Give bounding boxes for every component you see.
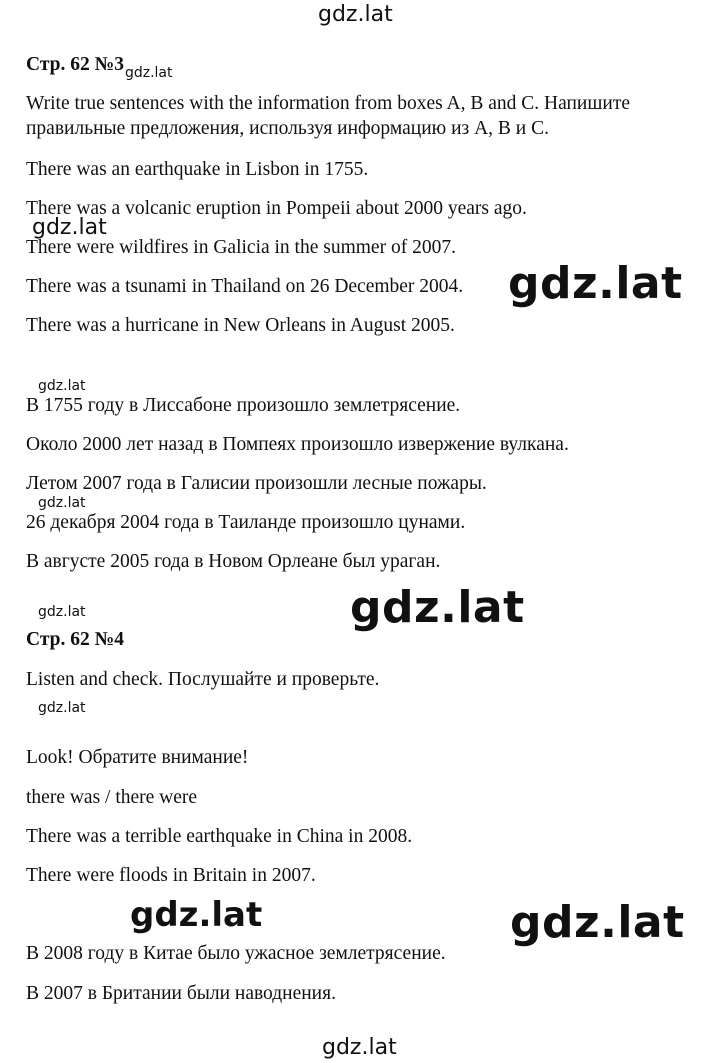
section-heading-2: Стр. 62 №4 (26, 629, 124, 650)
watermark-small-1: gdz.lat (32, 215, 107, 240)
sentence-ru-2: Около 2000 лет назад в Помпеях произошло извержение вулкана. (26, 434, 569, 455)
example-en-1: There was a terrible earthquake in China in 2008. (26, 826, 413, 847)
example-ru-2: В 2007 в Британии были наводнения. (26, 983, 336, 1004)
sentence-ru-3: Летом 2007 года в Галисии произошли лесные пожары. (26, 473, 487, 494)
sentence-en-5: There was a hurricane in New Orleans in August 2005. (26, 315, 455, 336)
sentence-ru-5: В августе 2005 года в Новом Орлеане был ураган. (26, 551, 441, 572)
watermark-top: gdz.lat (318, 2, 393, 27)
instruction-ru: правильные предложения, используя информацию из А, В и С. (26, 118, 549, 139)
watermark-heading-sub: gdz.lat (124, 65, 173, 81)
sentence-ru-1: В 1755 году в Лиссабоне произошло землетрясение. (26, 395, 461, 416)
sentence-ru-4: 26 декабря 2004 года в Таиланде произошло цунами. (26, 512, 466, 533)
look-note: Look! Обратите внимание! (26, 747, 249, 768)
sentence-en-1: There was an earthquake in Lisbon in 1755. (26, 159, 369, 180)
instruction-2: Listen and check. Послушайте и проверьте. (26, 669, 380, 690)
section-heading (26, 52, 173, 79)
watermark-bottom: gdz.lat (322, 1035, 397, 1060)
sentence-en-4: There was a tsunami in Thailand on 26 December 2004. (26, 276, 464, 297)
rule-text: there was / there were (26, 787, 198, 808)
watermark-small-3: gdz.lat (38, 495, 86, 511)
watermark-big-1: gdz.lat (508, 258, 683, 309)
heading-text: Стр. 62 №3 (26, 54, 124, 75)
watermark-small-5: gdz.lat (38, 700, 86, 716)
example-en-2: There were floods in Britain in 2007. (26, 865, 316, 886)
watermark-mid-1: gdz.lat (130, 895, 263, 935)
watermark-big-3: gdz.lat (510, 897, 685, 948)
sentence-en-3: There were wildfires in Galicia in the summer of 2007. (26, 237, 456, 258)
instruction-en: Write true sentences with the information from boxes A, B and C. Напишите (26, 93, 630, 114)
watermark-big-2: gdz.lat (350, 582, 525, 633)
sentence-en-2: There was a volcanic eruption in Pompeii about 2000 years ago. (26, 198, 527, 219)
watermark-small-4: gdz.lat (38, 604, 86, 620)
example-ru-1: В 2008 году в Китае было ужасное землетрясение. (26, 943, 446, 964)
watermark-small-2: gdz.lat (38, 378, 86, 394)
